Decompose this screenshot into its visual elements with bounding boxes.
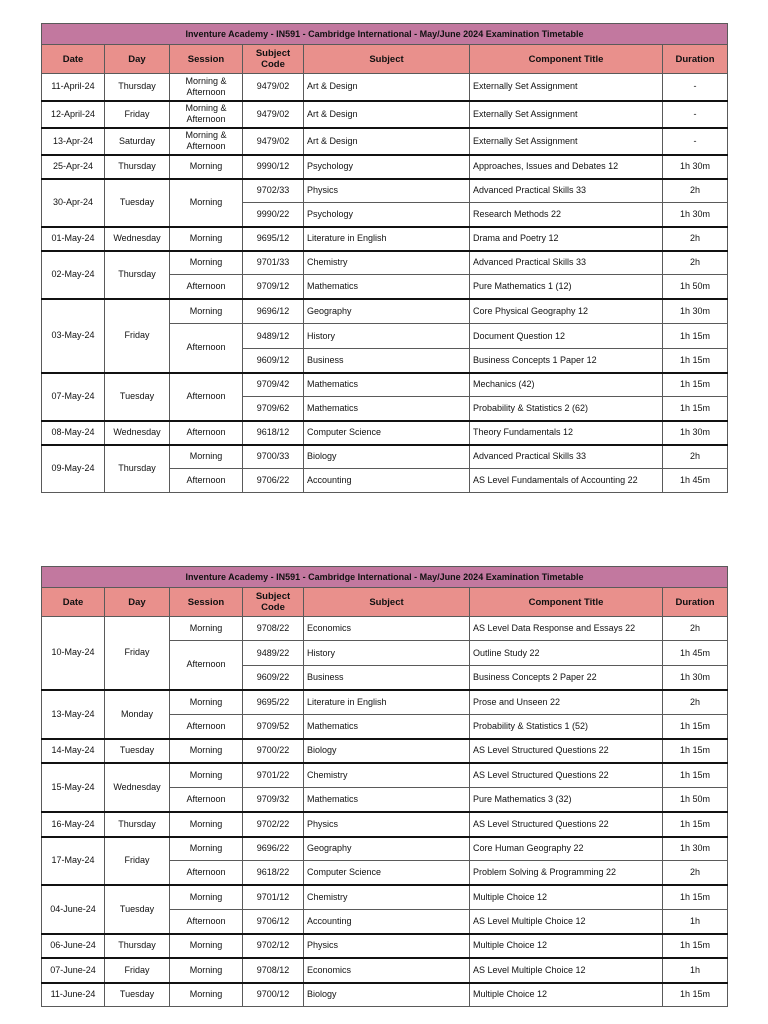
subject-cell: Chemistry (304, 885, 470, 910)
day-cell: Thursday (105, 812, 170, 837)
date-cell: 06-June-24 (42, 934, 105, 958)
table-row (42, 934, 728, 958)
subject-cell: Geography (304, 837, 470, 861)
duration-cell: 1h (663, 958, 728, 983)
header-subject-code: Subject Code (243, 45, 304, 74)
component-title-cell: AS Level Structured Questions 22 (470, 763, 663, 788)
day-cell: Saturday (105, 128, 170, 155)
day-cell: Tuesday (105, 885, 170, 934)
subject-code-cell: 9700/33 (243, 445, 304, 469)
subject-cell: Art & Design (304, 128, 470, 155)
component-title-cell: Probability & Statistics 1 (52) (470, 715, 663, 739)
day-cell: Wednesday (105, 421, 170, 445)
date-cell: 04-June-24 (42, 885, 105, 934)
component-title-cell: Probability & Statistics 2 (62) (470, 397, 663, 421)
component-title-cell: Approaches, Issues and Debates 12 (470, 155, 663, 179)
duration-cell: 1h 15m (663, 324, 728, 349)
timetable-page-1 (41, 23, 728, 493)
subject-cell: Psychology (304, 155, 470, 179)
session-cell: Afternoon (170, 275, 243, 299)
header-date: Date (42, 45, 105, 74)
subject-cell: Chemistry (304, 763, 470, 788)
session-cell: Afternoon (170, 421, 243, 445)
subject-code-cell: 9618/22 (243, 861, 304, 885)
subject-cell: Accounting (304, 469, 470, 493)
duration-cell: 1h 30m (663, 421, 728, 445)
header-subject: Subject (304, 588, 470, 617)
subject-code-cell: 9695/12 (243, 227, 304, 251)
subject-cell: Mathematics (304, 275, 470, 299)
component-title-cell: Pure Mathematics 3 (32) (470, 788, 663, 812)
component-title-cell: Business Concepts 2 Paper 22 (470, 666, 663, 690)
duration-cell: 1h 15m (663, 934, 728, 958)
duration-cell: - (663, 128, 728, 155)
subject-code-cell: 9489/12 (243, 324, 304, 349)
session-cell: Morning (170, 812, 243, 837)
subject-cell: History (304, 641, 470, 666)
duration-cell: 1h 50m (663, 275, 728, 299)
subject-cell: Chemistry (304, 251, 470, 275)
duration-cell: 1h 30m (663, 666, 728, 690)
session-cell: Morning (170, 837, 243, 861)
date-cell: 08-May-24 (42, 421, 105, 445)
session-cell: Afternoon (170, 324, 243, 373)
table-row (42, 983, 728, 1007)
duration-cell: 1h 30m (663, 299, 728, 324)
date-cell: 14-May-24 (42, 739, 105, 763)
header-component-title: Component Title (470, 588, 663, 617)
subject-cell: Art & Design (304, 101, 470, 128)
subject-code-cell: 9701/12 (243, 885, 304, 910)
day-cell: Wednesday (105, 227, 170, 251)
subject-code-cell: 9709/12 (243, 275, 304, 299)
session-cell: Morning (170, 617, 243, 641)
table-row (42, 251, 728, 275)
table-row (42, 739, 728, 763)
duration-cell: 1h 15m (663, 715, 728, 739)
component-title-cell: Advanced Practical Skills 33 (470, 251, 663, 275)
component-title-cell: Theory Fundamentals 12 (470, 421, 663, 445)
duration-cell: - (663, 74, 728, 101)
day-cell: Monday (105, 690, 170, 739)
component-title-cell: Outline Study 22 (470, 641, 663, 666)
duration-cell: 1h (663, 910, 728, 934)
session-cell: Morning & Afternoon (170, 74, 243, 101)
header-component-title: Component Title (470, 45, 663, 74)
day-cell: Friday (105, 958, 170, 983)
subject-cell: Physics (304, 934, 470, 958)
component-title-cell: Research Methods 22 (470, 203, 663, 227)
subject-code-cell: 9709/42 (243, 373, 304, 397)
day-cell: Tuesday (105, 179, 170, 227)
duration-cell: 1h 15m (663, 812, 728, 837)
session-cell: Morning (170, 690, 243, 715)
table-row (42, 837, 728, 861)
header-duration: Duration (663, 45, 728, 74)
subject-cell: Computer Science (304, 861, 470, 885)
day-cell: Friday (105, 617, 170, 690)
subject-code-cell: 9701/33 (243, 251, 304, 275)
subject-code-cell: 9706/22 (243, 469, 304, 493)
header-session: Session (170, 45, 243, 74)
component-title-cell: Drama and Poetry 12 (470, 227, 663, 251)
table-row (42, 227, 728, 251)
table-row (42, 155, 728, 179)
table-row (42, 617, 728, 641)
component-title-cell: Pure Mathematics 1 (12) (470, 275, 663, 299)
subject-code-cell: 9700/12 (243, 983, 304, 1007)
date-cell: 30-Apr-24 (42, 179, 105, 227)
duration-cell: 1h 15m (663, 983, 728, 1007)
component-title-cell: AS Level Multiple Choice 12 (470, 958, 663, 983)
subject-cell: Geography (304, 299, 470, 324)
day-cell: Tuesday (105, 983, 170, 1007)
subject-code-cell: 9479/02 (243, 74, 304, 101)
subject-code-cell: 9696/22 (243, 837, 304, 861)
header-subject-code: Subject Code (243, 588, 304, 617)
table-row (42, 373, 728, 397)
day-cell: Thursday (105, 155, 170, 179)
duration-cell: 1h 15m (663, 397, 728, 421)
duration-cell: 2h (663, 445, 728, 469)
subject-code-cell: 9709/32 (243, 788, 304, 812)
component-title-cell: AS Level Multiple Choice 12 (470, 910, 663, 934)
session-cell: Morning (170, 983, 243, 1007)
session-cell: Afternoon (170, 641, 243, 690)
subject-code-cell: 9479/02 (243, 128, 304, 155)
subject-code-cell: 9700/22 (243, 739, 304, 763)
duration-cell: 2h (663, 617, 728, 641)
subject-code-cell: 9709/52 (243, 715, 304, 739)
session-cell: Morning (170, 885, 243, 910)
date-cell: 17-May-24 (42, 837, 105, 885)
day-cell: Thursday (105, 251, 170, 299)
subject-code-cell: 9479/02 (243, 101, 304, 128)
component-title-cell: Core Human Geography 22 (470, 837, 663, 861)
duration-cell: 1h 15m (663, 739, 728, 763)
timetable-page-2 (41, 566, 728, 1007)
subject-cell: Biology (304, 739, 470, 763)
subject-cell: Computer Science (304, 421, 470, 445)
date-cell: 12-April-24 (42, 101, 105, 128)
duration-cell: 1h 30m (663, 203, 728, 227)
duration-cell: 1h 45m (663, 641, 728, 666)
table-row (42, 128, 728, 155)
day-cell: Tuesday (105, 373, 170, 421)
component-title-cell: Mechanics (42) (470, 373, 663, 397)
subject-code-cell: 9489/22 (243, 641, 304, 666)
component-title-cell: Multiple Choice 12 (470, 885, 663, 910)
date-cell: 03-May-24 (42, 299, 105, 373)
day-cell: Friday (105, 101, 170, 128)
date-cell: 13-Apr-24 (42, 128, 105, 155)
subject-code-cell: 9618/12 (243, 421, 304, 445)
session-cell: Morning (170, 445, 243, 469)
duration-cell: 2h (663, 690, 728, 715)
session-cell: Morning (170, 763, 243, 788)
date-cell: 01-May-24 (42, 227, 105, 251)
date-cell: 25-Apr-24 (42, 155, 105, 179)
header-duration: Duration (663, 588, 728, 617)
duration-cell: 1h 15m (663, 349, 728, 373)
date-cell: 07-May-24 (42, 373, 105, 421)
header-subject: Subject (304, 45, 470, 74)
subject-code-cell: 9609/22 (243, 666, 304, 690)
table-row (42, 299, 728, 324)
duration-cell: 1h 50m (663, 788, 728, 812)
subject-cell: Economics (304, 958, 470, 983)
header-day: Day (105, 45, 170, 74)
subject-code-cell: 9708/12 (243, 958, 304, 983)
component-title-cell: Externally Set Assignment (470, 128, 663, 155)
day-cell: Thursday (105, 74, 170, 101)
table-row (42, 812, 728, 837)
day-cell: Friday (105, 299, 170, 373)
date-cell: 11-June-24 (42, 983, 105, 1007)
subject-code-cell: 9709/62 (243, 397, 304, 421)
component-title-cell: Multiple Choice 12 (470, 934, 663, 958)
table-row (42, 885, 728, 910)
date-cell: 15-May-24 (42, 763, 105, 812)
session-cell: Morning (170, 934, 243, 958)
component-title-cell: Externally Set Assignment (470, 74, 663, 101)
table-row (42, 763, 728, 788)
duration-cell: 1h 30m (663, 155, 728, 179)
session-cell: Morning (170, 155, 243, 179)
duration-cell: 2h (663, 861, 728, 885)
subject-cell: Physics (304, 812, 470, 837)
day-cell: Thursday (105, 934, 170, 958)
subject-cell: Art & Design (304, 74, 470, 101)
session-cell: Afternoon (170, 788, 243, 812)
subject-cell: Business (304, 666, 470, 690)
timetable-title: Inventure Academy - IN591 - Cambridge International - May/June 2024 Examination Timetable (42, 24, 728, 45)
session-cell: Morning (170, 251, 243, 275)
subject-cell: Biology (304, 445, 470, 469)
subject-cell: Mathematics (304, 788, 470, 812)
session-cell: Morning (170, 299, 243, 324)
header-session: Session (170, 588, 243, 617)
duration-cell: 1h 15m (663, 885, 728, 910)
date-cell: 13-May-24 (42, 690, 105, 739)
session-cell: Morning (170, 179, 243, 227)
timetable-body (42, 617, 728, 1007)
component-title-cell: AS Level Data Response and Essays 22 (470, 617, 663, 641)
component-title-cell: Business Concepts 1 Paper 12 (470, 349, 663, 373)
subject-code-cell: 9702/33 (243, 179, 304, 203)
subject-cell: Mathematics (304, 715, 470, 739)
duration-cell: 1h 15m (663, 373, 728, 397)
session-cell: Afternoon (170, 910, 243, 934)
duration-cell: 1h 45m (663, 469, 728, 493)
subject-cell: Psychology (304, 203, 470, 227)
subject-code-cell: 9990/22 (243, 203, 304, 227)
component-title-cell: Prose and Unseen 22 (470, 690, 663, 715)
component-title-cell: Document Question 12 (470, 324, 663, 349)
day-cell: Wednesday (105, 763, 170, 812)
date-cell: 02-May-24 (42, 251, 105, 299)
session-cell: Afternoon (170, 469, 243, 493)
subject-cell: Biology (304, 983, 470, 1007)
component-title-cell: Problem Solving & Programming 22 (470, 861, 663, 885)
table-row (42, 690, 728, 715)
day-cell: Tuesday (105, 739, 170, 763)
duration-cell: 2h (663, 251, 728, 275)
date-cell: 10-May-24 (42, 617, 105, 690)
duration-cell: 1h 30m (663, 837, 728, 861)
header-day: Day (105, 588, 170, 617)
session-cell: Afternoon (170, 715, 243, 739)
duration-cell: 1h 15m (663, 763, 728, 788)
session-cell: Morning & Afternoon (170, 128, 243, 155)
subject-code-cell: 9702/12 (243, 934, 304, 958)
timetable-body (42, 74, 728, 493)
header-date: Date (42, 588, 105, 617)
component-title-cell: Advanced Practical Skills 33 (470, 445, 663, 469)
component-title-cell: AS Level Fundamentals of Accounting 22 (470, 469, 663, 493)
subject-code-cell: 9701/22 (243, 763, 304, 788)
duration-cell: 2h (663, 179, 728, 203)
session-cell: Morning (170, 958, 243, 983)
table-row (42, 958, 728, 983)
subject-cell: Physics (304, 179, 470, 203)
subject-cell: Literature in English (304, 690, 470, 715)
date-cell: 09-May-24 (42, 445, 105, 493)
subject-cell: Economics (304, 617, 470, 641)
date-cell: 16-May-24 (42, 812, 105, 837)
table-row (42, 421, 728, 445)
component-title-cell: AS Level Structured Questions 22 (470, 812, 663, 837)
duration-cell: 2h (663, 227, 728, 251)
subject-cell: Accounting (304, 910, 470, 934)
subject-code-cell: 9706/12 (243, 910, 304, 934)
subject-code-cell: 9990/12 (243, 155, 304, 179)
subject-cell: Mathematics (304, 373, 470, 397)
subject-code-cell: 9702/22 (243, 812, 304, 837)
table-row (42, 101, 728, 128)
subject-cell: History (304, 324, 470, 349)
table-row (42, 74, 728, 101)
component-title-cell: Core Physical Geography 12 (470, 299, 663, 324)
subject-cell: Business (304, 349, 470, 373)
subject-code-cell: 9695/22 (243, 690, 304, 715)
component-title-cell: Advanced Practical Skills 33 (470, 179, 663, 203)
session-cell: Afternoon (170, 861, 243, 885)
subject-cell: Literature in English (304, 227, 470, 251)
session-cell: Morning & Afternoon (170, 101, 243, 128)
duration-cell: - (663, 101, 728, 128)
table-row (42, 445, 728, 469)
session-cell: Afternoon (170, 373, 243, 421)
component-title-cell: Externally Set Assignment (470, 101, 663, 128)
timetable-title: Inventure Academy - IN591 - Cambridge International - May/June 2024 Examination Timetable (42, 567, 728, 588)
date-cell: 11-April-24 (42, 74, 105, 101)
session-cell: Morning (170, 739, 243, 763)
day-cell: Friday (105, 837, 170, 885)
day-cell: Thursday (105, 445, 170, 493)
table-row (42, 179, 728, 203)
subject-code-cell: 9609/12 (243, 349, 304, 373)
subject-cell: Mathematics (304, 397, 470, 421)
subject-code-cell: 9708/22 (243, 617, 304, 641)
date-cell: 07-June-24 (42, 958, 105, 983)
component-title-cell: AS Level Structured Questions 22 (470, 739, 663, 763)
subject-code-cell: 9696/12 (243, 299, 304, 324)
session-cell: Morning (170, 227, 243, 251)
component-title-cell: Multiple Choice 12 (470, 983, 663, 1007)
